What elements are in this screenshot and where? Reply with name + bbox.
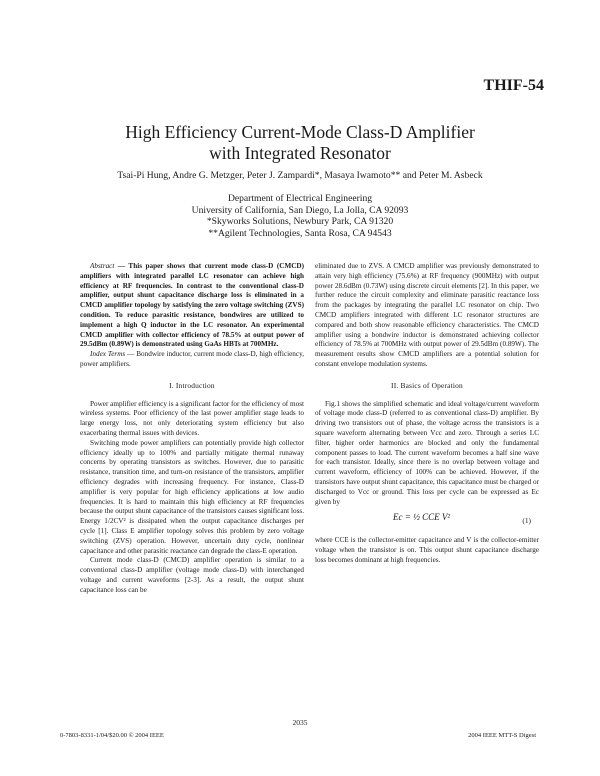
- page-number: 2035: [292, 718, 308, 727]
- section-heading-introduction: I. Introduction: [169, 380, 215, 390]
- right-column: [315, 262, 539, 566]
- proceedings-name: 2004 IEEE MTT-S Digest: [468, 732, 536, 739]
- paragraph: Switching mode power amplifiers can potentially provide high collector efficiency ideally up to 100% and partially mitigate thermal runaway concerns by operating transistors as switches. However, due to parasitic resistance, transition time, and turn-on resistance of the transistors, amplifier efficiency degrades with increasing frequency. For instance, Class-D amplifier is very popular for high efficiency applications at low audio frequencies. It is hard to maintain this high efficiency at RF frequencies because the output shunt capacitance of the transistors causes significant loss. Energy 1/2CV² is dissipated when the output capacitance discharges per cycle [1]. Class E amplifier topology solves this problem by zero voltage switching (ZVS) operation. However, uncertain duty cycle, nonlinear capacitance and other parasitic reactance can degrade the class-E operation.: [80, 438, 304, 555]
- paragraph: Power amplifier efficiency is a significant factor for the efficiency of most wireless systems. Poor efficiency of the last power amplifier stage leads to large energy loss, not only deteriorating system efficiency but also exacerbating thermal issues with devices.: [80, 399, 304, 437]
- abstract: [80, 262, 304, 350]
- index-terms-text: — Bondwire inductor, current mode class-D, high efficiency, power amplifiers.: [80, 350, 304, 368]
- equation-number: (1): [522, 516, 531, 526]
- author-list: Tsai-Pi Hung, Andre G. Metzger, Peter J. Zampardi*, Masaya Iwamoto** and Peter M. Asbeck: [117, 170, 483, 181]
- paper-code: THIF-54: [483, 77, 544, 94]
- abstract-text: — This paper shows that current mode class-D (CMCD) amplifiers with integrated parallel LC resonator can achieve high efficiency at RF frequencies. In contrast to the conventional class-D amplifier, output shunt capacitance discharge loss is eliminated in a CMCD amplifier topology by satisfying the zero voltage switching (ZVS) condition. To reduce parasitic resistance, bondwires are utilized to implement a high Q inductor in the LC resonator. An experimental CMCD amplifier with collector efficiency of 78.5% at output power of 29.5dBm (0.89W) is demonstrated using GaAs HBTs at 700MHz.: [80, 262, 304, 349]
- paragraph: Fig.1 shows the simplified schematic and ideal voltage/current waveform of voltage mode class-D (referred to as conventional class-D) amplifier. By driving two transistors out of phase, the voltage across the transistors is a square waveform alternating between Vcc and zero. Through a series LC filter, higher order harmonics are blocked and only the fundamental component passes to load. The current waveform becomes a half sine wave for each transistor. Ideally, since there is no overlap between voltage and current waveform, efficiency of 100% can be achieved. However, if the transistors have output shunt capacitance, this capacitance must be charged or discharged to Vcc or ground. This loss per cycle can be expressed as Ec given by: [315, 399, 539, 506]
- affiliation-line: University of California, San Diego, La Jolla, CA 92093: [191, 204, 409, 216]
- index-terms-label: Index Terms: [90, 350, 126, 359]
- paper-title: [0, 122, 600, 164]
- affiliation-line: *Skyworks Solutions, Newbury Park, CA 91320: [206, 216, 394, 227]
- paragraph: where CCE is the collector-emitter capacitance and V is the collector-emitter voltage when the transistor is on. This output shunt capacitance discharge loss becomes dominant at high frequencies.: [315, 536, 539, 564]
- index-terms: [80, 350, 304, 370]
- abstract-label: Abstract: [90, 262, 115, 270]
- paragraph: Current mode class-D (CMCD) amplifier operation is similar to a conventional class-D amplifier (voltage mode class-D) with interchanged voltage and current waveforms [2-3]. As a result, the output shunt capacitance loss can be: [80, 556, 304, 594]
- affiliation-line: **Agilent Technologies, Santa Rosa, CA 94543: [208, 227, 392, 239]
- equation-1: [315, 510, 539, 532]
- title-line-1: High Efficiency Current-Mode Class-D Amplifier: [125, 122, 475, 142]
- affiliation-line: Department of Electrical Engineering: [227, 193, 373, 204]
- paragraph: eliminated due to ZVS. A CMCD amplifier was previously demonstrated to attain very high efficiency (75.6%) at RF frequency (900MHz) with output power 28.6dBm (0.73W) using discrete circuit elements [2]. In this paper, we further reduce the circuit complexity and eliminate parasitic reactance loss from the packages by integrating the parallel LC resonator on chip. Two CMCD amplifiers integrated with different LC resonator structures are compared and both show reasonable efficiency characteristics. The CMCD amplifier using a bondwire inductor is demonstrated achieving collector efficiency of 78.5% at 700MHz with output power of 29.5dBm (0.89W). The measurement results show CMCD amplifiers are a potential solution for constant envelope modulation systems.: [315, 262, 539, 368]
- affiliations: [0, 193, 600, 239]
- left-column: [80, 262, 304, 596]
- section-heading-basics: II. Basics of Operation: [391, 380, 463, 390]
- title-line-2: with Integrated Resonator: [209, 143, 391, 163]
- equation-expression: Ec = ½ CCE V²: [393, 512, 451, 523]
- copyright-line: 0-7803-8331-1/04/$20.00 © 2004 IEEE: [60, 732, 164, 739]
